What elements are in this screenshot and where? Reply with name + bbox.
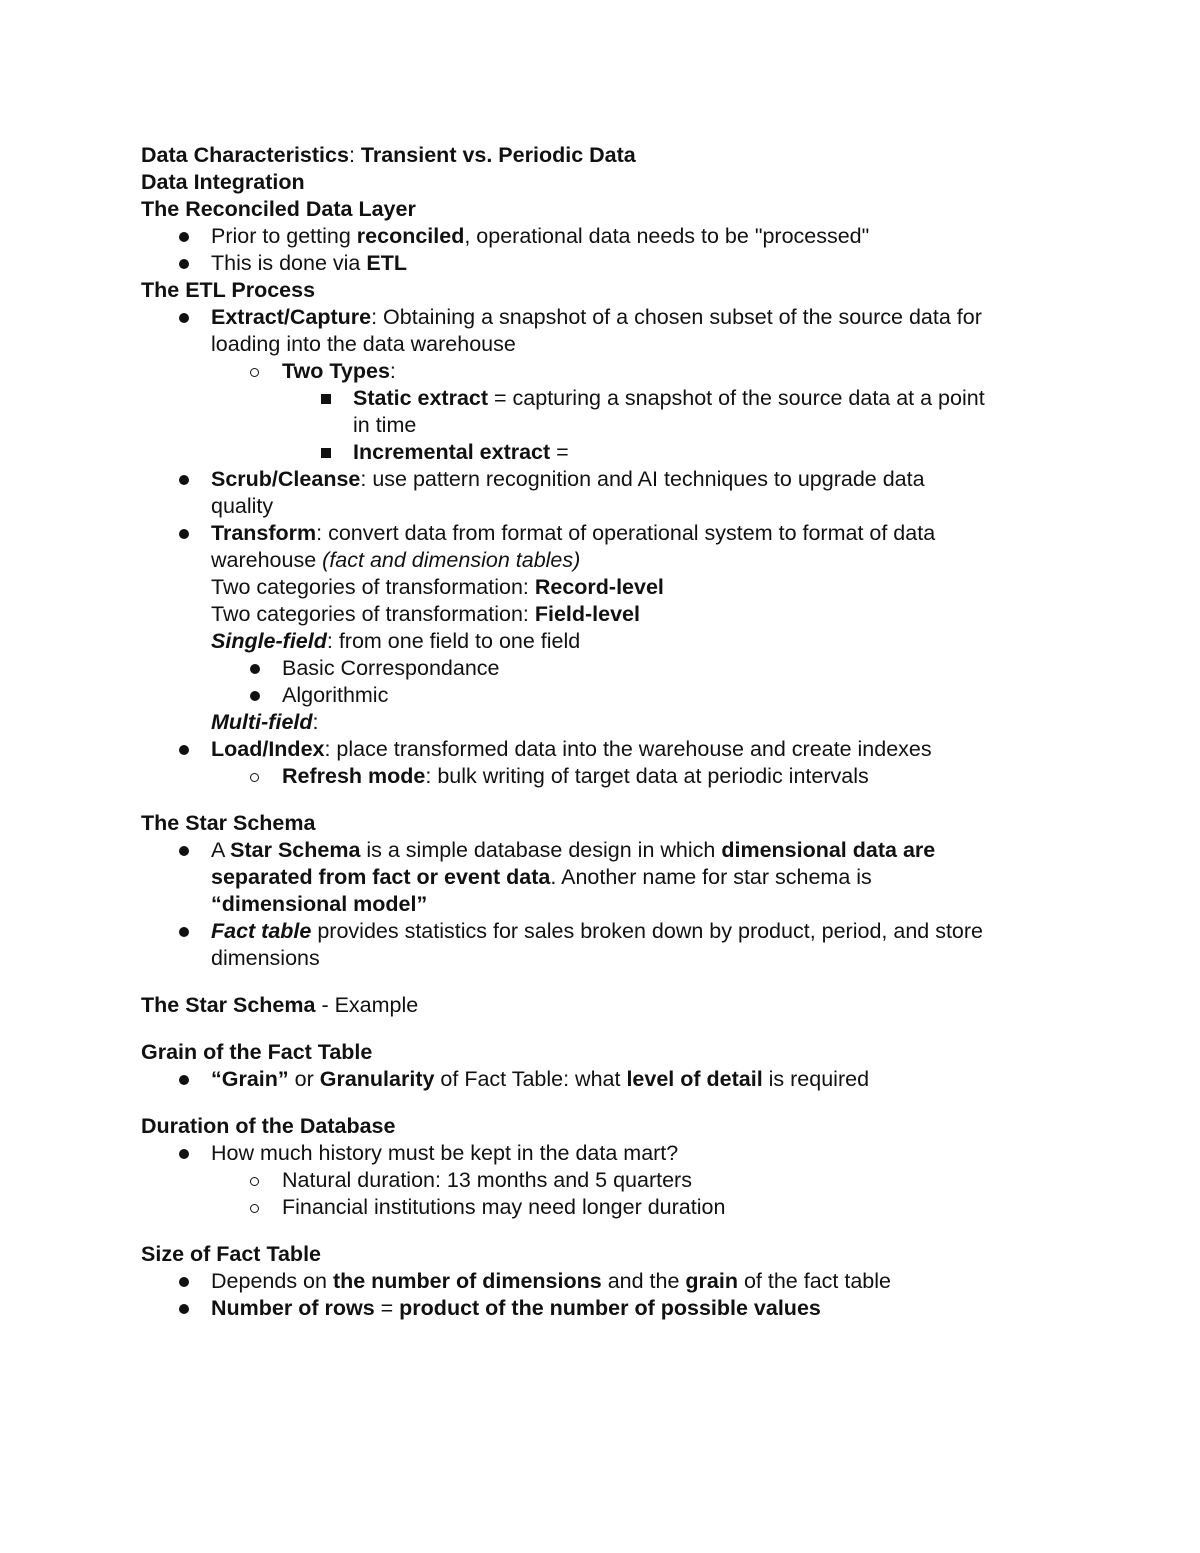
spacer [141,790,1081,810]
bullet-dot-icon [179,475,189,485]
bullet-item: Depends on the number of dimensions and the grain of the fact table [141,1268,1081,1295]
document-page [141,142,1081,1322]
sub-bullet-item: Natural duration: 13 months and 5 quarters [141,1167,1081,1194]
sub-bullet-item: Basic Correspondance [141,655,1081,682]
bullet-circle-icon [250,368,259,377]
bullet-dot-icon [179,1304,189,1314]
bullet-item: Number of rows = product of the number of possible values [141,1295,1081,1322]
heading-size-fact-table: Size of Fact Table [141,1242,321,1266]
spacer [141,1093,1081,1113]
bullet-dot-icon [179,232,189,242]
spacer [141,1221,1081,1241]
bullet-dot-icon [179,259,189,269]
bullet-item: Transform: convert data from format of operational system to format of data [141,520,1081,547]
bullet-item: Fact table provides statistics for sales broken down by product, period, and store [141,918,1081,945]
bullet-dot-icon [179,1075,189,1085]
bullet-item: Load/Index: place transformed data into the warehouse and create indexes [141,736,1081,763]
bullet-dot-icon [250,691,260,701]
paragraph-line: Two categories of transformation: Record-level [211,575,664,599]
sub-bullet-item: Refresh mode: bulk writing of target data at periodic intervals [141,763,1081,790]
heading-data-integration: Data Integration [141,170,305,194]
spacer [141,1019,1081,1039]
sub-bullet-item: Algorithmic [141,682,1081,709]
bullet-continuation: “dimensional model” [211,892,428,916]
sub-bullet-item: Financial institutions may need longer duration [141,1194,1081,1221]
heading-etl-process: The ETL Process [141,278,316,302]
bullet-square-icon [321,448,331,458]
spacer [141,972,1081,992]
heading-reconciled-data-layer: The Reconciled Data Layer [141,197,416,221]
bullet-continuation: quality [211,494,274,518]
bullet-continuation: loading into the data warehouse [211,332,516,356]
bullet-continuation: warehouse (fact and dimension tables) [211,548,581,572]
bullet-dot-icon [179,927,189,937]
bullet-dot-icon [179,745,189,755]
bullet-item: Extract/Capture: Obtaining a snapshot of a chosen subset of the source data for [141,304,1081,331]
bullet-dot-icon [179,529,189,539]
bullet-circle-icon [250,1177,259,1186]
bullet-item: How much history must be kept in the data mart? [141,1140,1081,1167]
bullet-item: This is done via ETL [141,250,1081,277]
sub-bullet-item: Two Types: [141,358,1081,385]
bullet-item: A Star Schema is a simple database design in which dimensional data are [141,837,1081,864]
bullet-dot-icon [179,846,189,856]
bullet-item: “Grain” or Granularity of Fact Table: what level of detail is required [141,1066,1081,1093]
bullet-item: Prior to getting reconciled, operational data needs to be "processed" [141,223,1081,250]
bullet-dot-icon [179,313,189,323]
bullet-dot-icon [179,1277,189,1287]
bullet-continuation: in time [353,413,417,437]
heading-data-characteristics: Data Characteristics: Transient vs. Periodic Data [141,143,636,167]
heading-star-schema-example: The Star Schema - Example [141,993,419,1017]
bullet-dot-icon [179,1149,189,1159]
bullet-circle-icon [250,773,259,782]
bullet-continuation: dimensions [211,946,320,970]
sub-sub-bullet-item: Incremental extract = [141,439,1081,466]
bullet-continuation: separated from fact or event data. Another name for star schema is [211,865,872,889]
bullet-square-icon [321,394,331,404]
heading-grain: Grain of the Fact Table [141,1040,373,1064]
paragraph-line: Two categories of transformation: Field-level [211,602,640,626]
bullet-dot-icon [250,664,260,674]
bullet-circle-icon [250,1204,259,1213]
sub-sub-bullet-item: Static extract = capturing a snapshot of the source data at a point [141,385,1081,412]
paragraph-line: Multi-field: [211,710,319,734]
paragraph-line: Single-field: from one field to one field [211,629,581,653]
bullet-item: Scrub/Cleanse: use pattern recognition and AI techniques to upgrade data [141,466,1081,493]
heading-star-schema: The Star Schema [141,811,316,835]
heading-duration: Duration of the Database [141,1114,396,1138]
